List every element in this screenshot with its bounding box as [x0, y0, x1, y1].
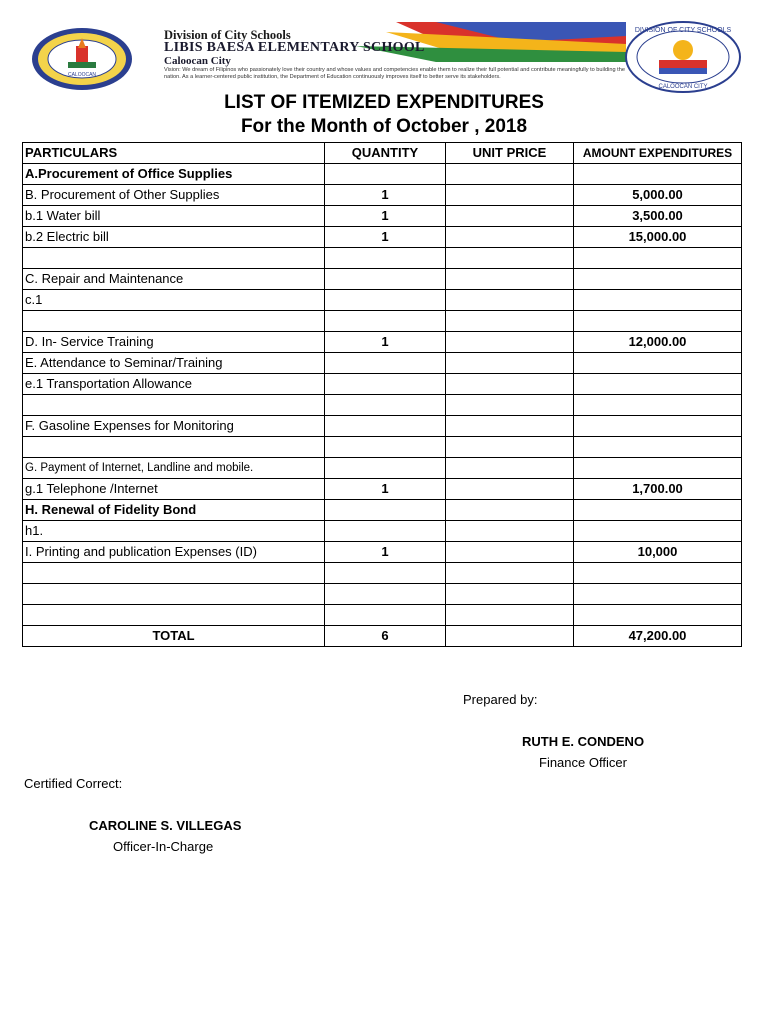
total-quantity: 6	[325, 626, 446, 647]
amount-cell	[574, 584, 742, 605]
school-seal-logo	[30, 26, 134, 92]
particular-cell	[23, 563, 325, 584]
table-row	[23, 206, 742, 227]
table-header-row	[23, 143, 742, 164]
particular-cell	[23, 437, 325, 458]
particular-cell	[23, 311, 325, 332]
amount-cell: 1,700.00	[574, 479, 742, 500]
amount-cell	[574, 374, 742, 395]
amount-cell: 5,000.00	[574, 185, 742, 206]
total-amount: 47,200.00	[574, 626, 742, 647]
quantity-cell	[325, 437, 446, 458]
svg-text:CALOOCAN CITY: CALOOCAN CITY	[658, 84, 708, 90]
table-row	[23, 584, 742, 605]
quantity-cell	[325, 374, 446, 395]
particular-cell: g.1 Telephone /Internet	[23, 479, 325, 500]
quantity-cell	[325, 290, 446, 311]
vision-statement: Vision: We dream of Filipinos who passionately love their country and whose values and competencies enable them to realize their full potential and contribute meaningfully to building the nation. As a learner-centered public institution, the Department of Education continuously improves itself to better serve its stakeholders.	[164, 67, 625, 80]
svg-text:DIVISION OF CITY SCHOOLS: DIVISION OF CITY SCHOOLS	[634, 27, 732, 34]
particular-cell: G. Payment of Internet, Landline and mobile.	[23, 458, 325, 479]
unit-price-cell	[446, 584, 574, 605]
amount-cell	[574, 311, 742, 332]
quantity-cell: 1	[325, 227, 446, 248]
quantity-cell: 1	[325, 185, 446, 206]
total-row	[23, 626, 742, 647]
banner	[136, 22, 626, 88]
table-row	[23, 374, 742, 395]
city-label: Caloocan City	[164, 55, 231, 67]
school-name: LIBIS BAESA ELEMENTARY SCHOOL	[164, 40, 425, 55]
unit-price-cell	[446, 437, 574, 458]
document-title: LIST OF ITEMIZED EXPENDITURES	[224, 92, 544, 113]
amount-cell	[574, 563, 742, 584]
table-row	[23, 563, 742, 584]
amount-cell: 10,000	[574, 542, 742, 563]
expenditures-table	[22, 142, 742, 647]
table-row	[23, 416, 742, 437]
particular-cell: b.1 Water bill	[23, 206, 325, 227]
table-row	[23, 437, 742, 458]
unit-price-cell	[446, 605, 574, 626]
table-row	[23, 479, 742, 500]
amount-cell	[574, 605, 742, 626]
amount-cell	[574, 164, 742, 185]
unit-price-cell	[446, 521, 574, 542]
table-row	[23, 185, 742, 206]
unit-price-cell	[446, 311, 574, 332]
amount-cell: 12,000.00	[574, 332, 742, 353]
unit-price-cell	[446, 248, 574, 269]
table-row	[23, 269, 742, 290]
letterhead	[26, 18, 746, 88]
quantity-cell: 1	[325, 332, 446, 353]
amount-cell	[574, 521, 742, 542]
quantity-cell	[325, 458, 446, 479]
amount-cell: 15,000.00	[574, 227, 742, 248]
amount-cell	[574, 269, 742, 290]
unit-price-cell	[446, 185, 574, 206]
column-header-unit-price: UNIT PRICE	[446, 143, 574, 164]
amount-cell	[574, 500, 742, 521]
division-seal-logo	[624, 20, 742, 94]
certified-by-title: Officer-In-Charge	[113, 839, 214, 854]
amount-cell	[574, 416, 742, 437]
unit-price-cell	[446, 563, 574, 584]
amount-cell	[574, 437, 742, 458]
unit-price-cell	[446, 416, 574, 437]
table-row	[23, 521, 742, 542]
particular-cell: C. Repair and Maintenance	[23, 269, 325, 290]
quantity-cell	[325, 584, 446, 605]
table-row	[23, 227, 742, 248]
quantity-cell	[325, 311, 446, 332]
unit-price-cell	[446, 290, 574, 311]
table-row	[23, 458, 742, 479]
particular-cell	[23, 584, 325, 605]
quantity-cell	[325, 500, 446, 521]
particular-cell: c.1	[23, 290, 325, 311]
table-row	[23, 164, 742, 185]
amount-cell	[574, 290, 742, 311]
unit-price-cell	[446, 374, 574, 395]
particular-cell: F. Gasoline Expenses for Monitoring	[23, 416, 325, 437]
unit-price-cell	[446, 479, 574, 500]
quantity-cell	[325, 164, 446, 185]
table-row	[23, 311, 742, 332]
quantity-cell: 1	[325, 479, 446, 500]
particular-cell	[23, 248, 325, 269]
quantity-cell	[325, 269, 446, 290]
unit-price-cell	[446, 227, 574, 248]
amount-cell	[574, 353, 742, 374]
column-header-particulars: PARTICULARS	[23, 143, 325, 164]
unit-price-cell	[446, 332, 574, 353]
particular-cell: I. Printing and publication Expenses (ID)	[23, 542, 325, 563]
table-row	[23, 353, 742, 374]
table-row	[23, 500, 742, 521]
quantity-cell	[325, 605, 446, 626]
amount-cell	[574, 458, 742, 479]
particular-cell: H. Renewal of Fidelity Bond	[23, 500, 325, 521]
total-unit-price	[446, 626, 574, 647]
amount-cell	[574, 395, 742, 416]
particular-cell: A.Procurement of Office Supplies	[23, 164, 325, 185]
quantity-cell	[325, 521, 446, 542]
amount-cell: 3,500.00	[574, 206, 742, 227]
division-label: Division of City Schools	[164, 28, 291, 42]
prepared-by-name: RUTH E. CONDENO	[522, 734, 645, 749]
table-row	[23, 605, 742, 626]
table-row	[23, 332, 742, 353]
unit-price-cell	[446, 353, 574, 374]
particular-cell: D. In- Service Training	[23, 332, 325, 353]
document-subtitle: For the Month of October , 2018	[240, 116, 528, 137]
table-row	[23, 395, 742, 416]
particular-cell: e.1 Transportation Allowance	[23, 374, 325, 395]
unit-price-cell	[446, 542, 574, 563]
certified-by-name: CAROLINE S. VILLEGAS	[89, 818, 242, 833]
particular-cell: B. Procurement of Other Supplies	[23, 185, 325, 206]
unit-price-cell	[446, 395, 574, 416]
quantity-cell	[325, 353, 446, 374]
quantity-cell: 1	[325, 206, 446, 227]
unit-price-cell	[446, 458, 574, 479]
prepared-by-title: Finance Officer	[539, 755, 627, 770]
quantity-cell	[325, 248, 446, 269]
table-row	[23, 248, 742, 269]
table-row	[23, 542, 742, 563]
amount-cell	[574, 248, 742, 269]
svg-text:CALOOCAN: CALOOCAN	[67, 72, 97, 78]
quantity-cell	[325, 395, 446, 416]
particular-cell	[23, 605, 325, 626]
unit-price-cell	[446, 500, 574, 521]
particular-cell: E. Attendance to Seminar/Training	[23, 353, 325, 374]
column-header-amount: AMOUNT EXPENDITURES	[574, 143, 742, 164]
column-header-quantity: QUANTITY	[325, 143, 446, 164]
table-row	[23, 290, 742, 311]
particular-cell: b.2 Electric bill	[23, 227, 325, 248]
particular-cell: h1.	[23, 521, 325, 542]
unit-price-cell	[446, 164, 574, 185]
quantity-cell	[325, 563, 446, 584]
particular-cell	[23, 395, 325, 416]
total-label: TOTAL	[23, 626, 325, 647]
unit-price-cell	[446, 269, 574, 290]
prepared-by-label: Prepared by:	[463, 692, 538, 707]
unit-price-cell	[446, 206, 574, 227]
quantity-cell: 1	[325, 542, 446, 563]
quantity-cell	[325, 416, 446, 437]
certified-correct-label: Certified Correct:	[24, 776, 123, 791]
